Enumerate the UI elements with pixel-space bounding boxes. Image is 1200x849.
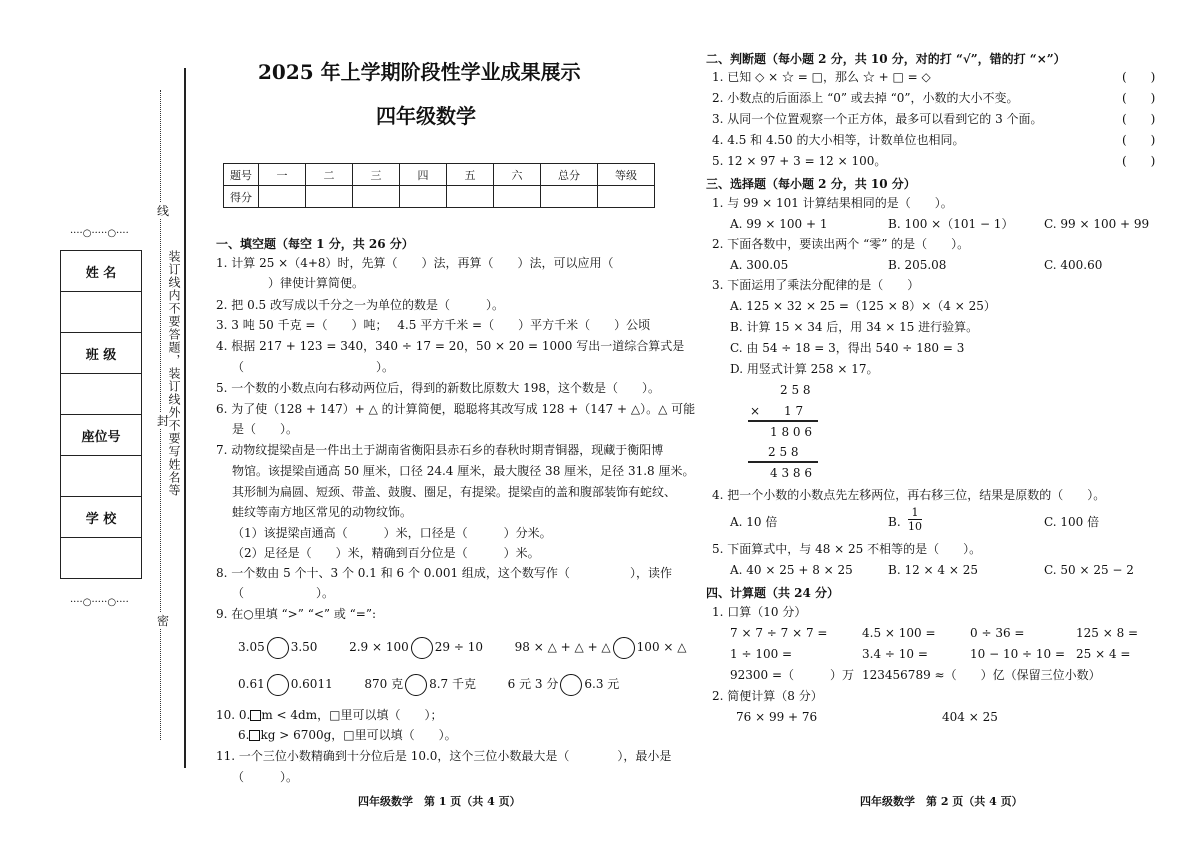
compare-circle[interactable] — [405, 674, 427, 696]
score-header-cell: 等级 — [598, 164, 655, 186]
compare-right: 29 ÷ 10 — [434, 640, 483, 654]
choice-q3-a[interactable]: A. 125 × 32 × 25 =（125 × 8）×（4 × 25） — [730, 299, 996, 313]
vertical-calc-rule — [748, 461, 818, 463]
choice-q4-b[interactable]: B. — [888, 515, 901, 529]
score-table — [223, 163, 655, 208]
q7-line2: 物馆。该提梁卣通高 50 厘米，口径 24.4 厘米，最大腹径 38 厘米，足径 31.8 厘米。 — [232, 464, 695, 478]
oral-item: 1 ÷ 100 = — [730, 647, 793, 661]
compare-left: 6 元 3 分 — [507, 677, 559, 691]
score-cell[interactable] — [494, 186, 541, 208]
blank-square[interactable] — [249, 730, 260, 741]
fraction-numerator: 1 — [908, 506, 922, 520]
q10-prefix: 6. — [238, 728, 250, 742]
score-cell[interactable] — [541, 186, 598, 208]
choice-q4-c[interactable]: C. 100 倍 — [1044, 515, 1100, 529]
binding-mark-top: ····○·····○···· — [70, 228, 129, 239]
page-subtitle: 四年级数学 — [376, 104, 476, 128]
score-cell[interactable] — [306, 186, 353, 208]
choice-q2: 2. 下面各数中，要读出两个 “零” 的是（ ）。 — [712, 237, 970, 251]
q8-line2: （ ）。 — [232, 586, 335, 600]
choice-q5-a[interactable]: A. 40 × 25 + 8 × 25 — [730, 563, 853, 577]
judge-item-2: 2. 小数点的后面添上 “0” 或去掉 “0”，小数的大小不变。 — [712, 91, 1019, 105]
part4-heading: 四、计算题（共 24 分） — [706, 586, 840, 600]
judge-item-5: 5. 12 × 97 + 3 = 12 × 100。 — [712, 154, 887, 168]
q10-prefix: 10. 0. — [216, 708, 251, 722]
q10-suffix: m < 4dm，□里可以填（ ）； — [261, 708, 443, 722]
compare-left: 2.9 × 100 — [349, 640, 409, 654]
score-cell[interactable] — [259, 186, 306, 208]
choice-q5-b[interactable]: B. 12 × 4 × 25 — [888, 563, 978, 577]
choice-q3: 3. 下面运用了乘法分配律的是（ ） — [712, 278, 920, 292]
score-header-cell: 题号 — [224, 164, 259, 186]
part2-heading: 二、判断题（每小题 2 分，共 10 分，对的打 “√”，错的打 “×”） — [706, 52, 1066, 66]
q1-line1: 1. 计算 25 ×（4+8）时，先算（ ）法，再算（ ）法，可以应用（ — [216, 256, 614, 270]
score-cell[interactable] — [400, 186, 447, 208]
compare-right: 6.3 元 — [584, 677, 620, 691]
oral-item: 123456789 ≈（ ）亿（保留三位小数） — [862, 668, 1101, 682]
q7-sub1: （1）该提梁卣通高（ ）米，口径是（ ）分米。 — [232, 526, 552, 540]
binding-seal-mark-2: 封 — [157, 414, 170, 428]
score-header-cell: 三 — [353, 164, 400, 186]
q10-line1 — [216, 708, 442, 722]
oral-item: 92300 =（ ）万 — [730, 668, 855, 682]
q11-line1: 11. 一个三位小数精确到十分位后是 10.0，这个三位小数最大是（ ），最小是 — [216, 749, 672, 763]
vertical-calc-row: 2 5 8 — [780, 383, 811, 397]
info-label-class: 班 级 — [61, 333, 142, 374]
info-label-name: 姓 名 — [61, 251, 142, 292]
score-row-label: 得分 — [224, 186, 259, 208]
binding-solid-line — [184, 68, 186, 768]
q7-line1: 7. 动物纹提梁卣是一件出土于湖南省衡阳县赤石乡的春秋时期青铜器，现藏于衡阳博 — [216, 443, 664, 457]
choice-q2-b[interactable]: B. 205.08 — [888, 258, 947, 272]
score-header-cell: 六 — [494, 164, 541, 186]
q1-line2: ）律使计算简便。 — [268, 276, 365, 290]
q8-line1: 8. 一个数由 5 个十、3 个 0.1 和 6 个 0.001 组成，这个数写作（ ），读作 — [216, 566, 672, 580]
binding-line-mark: 线 — [157, 204, 170, 218]
q7-line4: 蛙纹等南方地区常见的动物纹饰。 — [232, 505, 413, 519]
q10-suffix: kg > 6700g，□里可以填（ ）。 — [260, 728, 457, 742]
oral-item: 3.4 ÷ 10 = — [862, 647, 928, 661]
judge-item-3: 3. 从同一个位置观察一个正方体，最多可以看到它的 3 个面。 — [712, 112, 1043, 126]
judge-item-1: 1. 已知 ◇ × ☆ = □，那么 ☆ + □ = ◇ — [712, 70, 931, 84]
q4-line2: （ ）。 — [232, 360, 395, 374]
info-field-name[interactable] — [61, 292, 142, 333]
choice-q1-a[interactable]: A. 99 × 100 + 1 — [730, 217, 828, 231]
judge-bracket[interactable]: ( ) — [1122, 154, 1156, 168]
info-label-seat: 座位号 — [61, 415, 142, 456]
page-title: 2025 年上学期阶段性学业成果展示 — [258, 60, 581, 84]
q7-sub2: （2）足径是（ ）米，精确到百分位是（ ）米。 — [232, 546, 540, 560]
score-cell[interactable] — [447, 186, 494, 208]
part1-heading: 一、填空题（每空 1 分，共 26 分） — [216, 237, 414, 251]
vertical-calc-row: 1 8 0 6 — [770, 425, 812, 439]
fraction — [908, 506, 922, 533]
choice-q4: 4. 把一个小数的小数点先左移两位，再右移三位，结果是原数的（ ）。 — [712, 488, 1106, 502]
part3-heading: 三、选择题（每小题 2 分，共 10 分） — [706, 177, 916, 191]
info-label-school: 学 校 — [61, 497, 142, 538]
choice-q5-c[interactable]: C. 50 × 25 − 2 — [1044, 563, 1134, 577]
choice-q3-c[interactable]: C. 由 54 ÷ 18 = 3，得出 540 ÷ 180 = 3 — [730, 341, 965, 355]
choice-q3-d[interactable]: D. 用竖式计算 258 × 17。 — [730, 362, 879, 376]
q10-line2 — [238, 728, 457, 742]
compare-right: 3.50 — [290, 640, 318, 654]
vertical-calc-row: 2 5 8 — [768, 445, 799, 459]
vertical-calc-rule — [748, 420, 818, 422]
score-cell[interactable] — [598, 186, 655, 208]
compare-left: 98 × △ + △ + △ — [514, 640, 611, 654]
compare-left: 870 克 — [364, 677, 404, 691]
compare-circle[interactable] — [411, 637, 433, 659]
student-info-table — [60, 250, 142, 579]
compare-circle[interactable] — [613, 637, 635, 659]
compare-left: 3.05 — [238, 640, 265, 654]
page1-footer: 四年级数学 第 1 页（共 4 页） — [358, 795, 521, 808]
choice-q1: 1. 与 99 × 101 计算结果相同的是（ ）。 — [712, 196, 953, 210]
simplify-heading: 2. 简便计算（8 分） — [712, 689, 823, 703]
q9-row2 — [238, 673, 619, 696]
choice-q1-b[interactable]: B. 100 ×（101 − 1） — [888, 217, 1014, 231]
oral-item: 7 × 7 ÷ 7 × 7 = — [730, 626, 828, 640]
score-header-cell: 总分 — [541, 164, 598, 186]
compare-circle[interactable] — [560, 674, 582, 696]
oral-item: 0 ÷ 36 = — [970, 626, 1025, 640]
compare-circle[interactable] — [267, 637, 289, 659]
compare-left: 0.61 — [238, 677, 265, 691]
judge-bracket[interactable]: ( ) — [1122, 133, 1156, 147]
oral-heading: 1. 口算（10 分） — [712, 605, 807, 619]
choice-q5: 5. 下面算式中，与 48 × 25 不相等的是（ ）。 — [712, 542, 982, 556]
binding-instruction: 装订线内不要答题，装订线外不要写姓名等 — [167, 250, 181, 497]
choice-q2-a[interactable]: A. 300.05 — [730, 258, 789, 272]
q3: 3. 3 吨 50 千克 =（ ）吨； 4.5 平方千米 =（ ）平方千米（ ）公顷 — [216, 318, 651, 332]
judge-bracket[interactable]: ( ) — [1122, 70, 1156, 84]
info-field-seat[interactable] — [61, 456, 142, 497]
binding-mark-bottom: ····○·····○···· — [70, 597, 129, 608]
q9: 9. 在○里填 “>” “<” 或 “=”: — [216, 607, 377, 621]
q7-line3: 其形制为扁圆、短颈、带盖、鼓腹、圈足，有提梁。提梁卣的盖和腹部装饰有蛇纹、 — [232, 485, 677, 499]
compare-right: 100 × △ — [636, 640, 687, 654]
choice-q3-b[interactable]: B. 计算 15 × 34 后，用 34 × 15 进行验算。 — [730, 320, 979, 334]
compare-right: 8.7 千克 — [429, 677, 477, 691]
choice-q4-a[interactable]: A. 10 倍 — [730, 515, 778, 529]
q6-line1: 6. 为了使（128 + 147）+ △ 的计算简便，聪聪将其改写成 128 +（147 + △）。△ 可能 — [216, 402, 696, 416]
score-header-cell: 四 — [400, 164, 447, 186]
info-field-school[interactable] — [61, 538, 142, 579]
choice-q2-c[interactable]: C. 400.60 — [1044, 258, 1103, 272]
score-header-cell: 二 — [306, 164, 353, 186]
vertical-calc-row: 4 3 8 6 — [770, 466, 812, 480]
score-header-cell: 五 — [447, 164, 494, 186]
judge-item-4: 4. 4.5 和 4.50 的大小相等，计数单位也相同。 — [712, 133, 965, 147]
score-header-cell: 一 — [259, 164, 306, 186]
page2-footer: 四年级数学 第 2 页（共 4 页） — [860, 795, 1023, 808]
vertical-calc-row: × 1 7 — [750, 404, 804, 418]
q2: 2. 把 0.5 改写成以千分之一为单位的数是（ ）。 — [216, 298, 504, 312]
fraction-denominator: 10 — [908, 520, 922, 533]
score-cell[interactable] — [353, 186, 400, 208]
q4-line1: 4. 根据 217 + 123 = 340，340 ÷ 17 = 20，50 × 20 = 1000 写出一道综合算式是 — [216, 339, 685, 353]
judge-bracket[interactable]: ( ) — [1122, 112, 1156, 126]
oral-item: 10 − 10 ÷ 10 = — [970, 647, 1066, 661]
oral-item: 25 × 4 = — [1076, 647, 1131, 661]
oral-item: 4.5 × 100 = — [862, 626, 936, 640]
compare-circle[interactable] — [267, 674, 289, 696]
q5: 5. 一个数的小数点向右移动两位后，得到的新数比原数大 198，这个数是（ ）。 — [216, 381, 660, 395]
q9-row1 — [238, 636, 687, 659]
oral-item: 125 × 8 = — [1076, 626, 1139, 640]
judge-bracket[interactable]: ( ) — [1122, 91, 1156, 105]
q6-line2: 是（ ）。 — [232, 422, 299, 436]
compare-right: 0.6011 — [290, 677, 333, 691]
choice-q1-c[interactable]: C. 99 × 100 + 99 — [1044, 217, 1150, 231]
simplify-item: 76 × 99 + 76 — [736, 710, 818, 724]
blank-square[interactable] — [250, 710, 261, 721]
binding-seal-mark: 密 — [157, 614, 170, 628]
simplify-item: 404 × 25 — [942, 710, 998, 724]
q11-line2: （ ）。 — [232, 770, 299, 784]
info-field-class[interactable] — [61, 374, 142, 415]
